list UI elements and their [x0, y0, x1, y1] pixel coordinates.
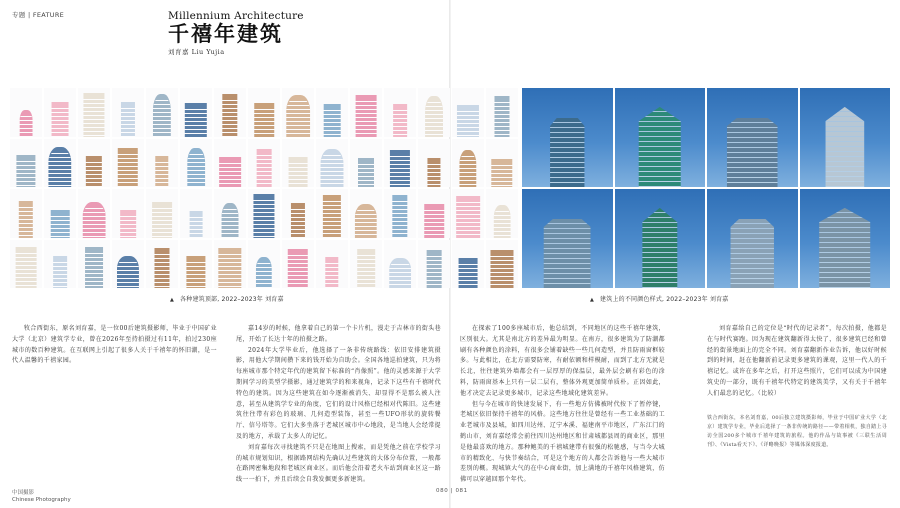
title-english: Millennium Architecture	[168, 10, 304, 22]
triangle-icon: ▲	[590, 297, 595, 303]
building-photo	[146, 139, 178, 188]
building-shape	[286, 95, 310, 137]
building-shape	[218, 248, 241, 288]
building-shape	[324, 104, 341, 137]
paragraph: 牧合西街东，原名刘育嘉，是一位00后建筑摄影师，毕业于中国矿业大学（北京）建筑学专业，曾在2026年至持拍摄过有11年，拍过230座城市的数百种建筑。在互联网上引起了很多人关于千禧年的怀旧潮，是一代人温馨的千禧家园。	[12, 325, 217, 365]
building-shape	[16, 155, 35, 187]
building-shape	[121, 102, 135, 136]
building-shape	[155, 156, 168, 187]
building-photo	[112, 189, 144, 238]
building-photo	[418, 139, 450, 188]
author-bio-note: 铁合西街东，本名刘育嘉，00后独立建筑摄影师，毕业于中国矿业大学（北京）建筑学专业，毕业后选择了一条非传统的路径——带着相机，独自踏上寻访全国200多个城市千禧年建筑的旅程。他的作品与故事被《三联生活周刊》、《Vista看天下》、《详略晚报》等媒体深度报道。	[707, 415, 887, 448]
building-photo	[112, 240, 144, 289]
building-shape	[427, 250, 442, 288]
paragraph: 2024年大学毕业后，他选择了一条非传统路线：依旧安排建筑摄影，用他大学期间攒下来的钱开始为自助会。全国各地巡拍建筑，只为将每座城市那个特定年代的建筑留下标准的“肖像照”。他的灵感来源于大学期间学习的美型学摄影，通过建筑学的和来视角，记录下这些有千禧时代特色的建筑。因为这些建筑在如今逐渐被消失、却显得不是那么被人注意，甚至从建筑学专业的角度，它们的设计风格已经相对代陈旧。这些建筑往往带有彩色的玻璃、几何造型装饰，甚至一些UFO形状的旋转餐厅、信号塔等。它们大多坐落于老城区城市中心地段，是当地人会经常提及的地方，承载了太多人的记忆。	[236, 346, 441, 440]
building-shape	[51, 210, 70, 238]
building-shape	[323, 195, 341, 238]
building-shape	[52, 102, 69, 137]
building-photo	[316, 240, 348, 289]
page-numbers: 080 | 081	[436, 488, 468, 494]
building-photo	[282, 240, 314, 289]
building-shape	[153, 94, 171, 137]
building-shape	[186, 256, 205, 288]
caption-left-text: 各种建筑顶部, 2022–2023年 刘育嘉	[180, 296, 284, 303]
magazine-name-zh: 中国摄影	[12, 490, 35, 496]
tower-photo	[615, 88, 706, 187]
paragraph: 刘育嘉每次寻找建筑不只是在地图上搜索，而是凭他之前在学校学习的城市规划知识，根据路网结构先确认过些建筑的大体分布位置，一般都在路网密集地段和老城区商业区。而后他会沿着老火车站到商业区这一路线一一拍下，并且后续会自我发掘更多新建筑。	[236, 443, 441, 484]
caption-right-text: 建筑上的不同颜色样式, 2022–2023年 刘育嘉	[600, 296, 729, 303]
building-photo	[452, 240, 484, 289]
tower-photo	[615, 189, 706, 288]
text-column-2	[236, 324, 441, 484]
tower-photo	[800, 189, 891, 288]
tower-shape	[638, 107, 681, 187]
tower-shape	[550, 118, 584, 187]
tower-photo	[707, 88, 798, 187]
building-shape	[424, 204, 444, 237]
building-photo	[316, 88, 348, 137]
building-photo	[452, 189, 484, 238]
byline: 刘育嘉 Liu Yujia	[168, 48, 225, 56]
building-photo	[248, 139, 280, 188]
building-photo	[180, 139, 212, 188]
building-photo	[10, 240, 42, 289]
building-photo	[282, 88, 314, 137]
tower-shape	[731, 219, 774, 288]
building-photo	[146, 189, 178, 238]
building-photo	[486, 240, 518, 289]
building-shape	[257, 149, 272, 187]
building-photo	[316, 139, 348, 188]
building-photo	[350, 189, 382, 238]
building-photo	[10, 189, 42, 238]
building-shape	[291, 203, 305, 237]
building-shape	[20, 110, 33, 137]
building-photo	[112, 88, 144, 137]
paragraph: 刘育嘉给自己的定位是“时代的记录者”，每次拍摄，他都是在与时代赛跑。因为现在建筑翻新得太快了，很多建筑已经和曾经的街景地面上的完全不同。刘育嘉翻新作业告诉，他以好时候到的时间，赶在他翻新前记录更多建筑的课观，这里一代人的千禧记忆。或许在多年之后，打开这些照片，它们可以成为中国建筑史的一部分，既有千禧年代特定的建筑美学，又有关于千禧年人们最忠的记忆。（比较）	[707, 325, 887, 397]
building-shape	[393, 104, 407, 136]
building-photo	[452, 139, 484, 188]
building-shape	[154, 248, 169, 288]
building-photo	[214, 240, 246, 289]
tower-shape	[825, 107, 864, 187]
building-shape	[425, 96, 443, 137]
triangle-icon: ▲	[170, 297, 175, 303]
paragraph: 嘉14岁的时候，他拿着自己的第一个卡片机，漫走于吉林市的街头巷尾，开始了长达十年的拍摄之路。	[236, 325, 441, 343]
building-photo	[248, 189, 280, 238]
building-photo	[214, 88, 246, 137]
building-shape	[219, 157, 241, 187]
building-shape	[357, 249, 375, 288]
building-shape	[16, 247, 37, 288]
section-tag: 专题 | FEATURE	[12, 11, 65, 19]
building-photo	[180, 189, 212, 238]
paragraph: 但与今在城市的快速发展下，有一些地方仿佛被时代按下了暂停键，老城区依旧保持千禧年的风格。这些地方往往是曾经有一些工业基础的工业老城市及县城，如四川达州、辽宁本溪、福建南平市地区，广东江门的鹤山市，刘育嘉经常会前往四川达州地区和甘肃城都县周的商业区，那里是他最喜欢的地方。那种鲍美的千禧城建带有很强的松驰感，与当今大城市的精致化、与快节奏结合，可是这个地方的人都会告诉他与一些大城市差别的概。现城镇大气的在中心商业街，加上满地的千禧年风格建筑，仿佛可以穿越回那个年代。	[460, 400, 665, 484]
building-photo	[146, 88, 178, 137]
building-photo	[350, 240, 382, 289]
text-column-1	[12, 324, 217, 484]
building-shape	[86, 156, 102, 187]
building-photo	[248, 240, 280, 289]
building-photo	[418, 189, 450, 238]
paragraph: 在探索了100多座城市后，他总结到，不同地区的这些千禧年建筑，区别很大。尤其是南北方的差异最为明显。在南方，很多建筑为了防潮都刷有各种颜色的涂料，有很多会铺着缺些一些几何造型，并且防雨窗框较多。与此相比，在北方需要防寒，有耐依额和样模耐，而到了北方无就是长北，往往建筑外墙都会有一层厚厚的保温层，最外层会刷有彩色的涂料，防雨窗基本上只有一层二层有，整体外观更加简单质朴。正因如此，他才决定去记录更多城市，记录这些地域化建筑差异。	[460, 325, 665, 397]
building-photo	[44, 139, 76, 188]
tower-shape	[642, 208, 677, 288]
building-photo	[78, 139, 110, 188]
building-shape	[494, 96, 509, 136]
building-photo	[180, 240, 212, 289]
building-photo	[78, 189, 110, 238]
tower-photo	[800, 88, 891, 187]
building-photo	[384, 189, 416, 238]
magazine-name	[12, 490, 71, 504]
building-shape	[253, 194, 274, 237]
building-photo	[146, 240, 178, 289]
building-photo	[10, 88, 42, 137]
building-shape	[289, 157, 308, 187]
building-photo	[44, 88, 76, 137]
building-photo	[384, 88, 416, 137]
caption-left	[170, 294, 284, 303]
tower-shape	[727, 118, 778, 187]
building-photo	[486, 88, 518, 137]
building-photo	[418, 88, 450, 137]
building-shape	[389, 258, 411, 288]
building-shape	[120, 210, 136, 237]
building-shape	[325, 257, 338, 288]
building-photo	[418, 240, 450, 289]
tower-photo	[522, 189, 613, 288]
building-shape	[392, 195, 407, 237]
building-photo	[214, 139, 246, 188]
building-shape	[459, 258, 478, 288]
building-photo	[10, 139, 42, 188]
building-photo	[282, 189, 314, 238]
title-chinese: 千禧年建筑	[168, 21, 283, 46]
article-title-block	[168, 10, 308, 56]
caption-right	[590, 294, 729, 303]
building-shape	[494, 205, 511, 238]
building-shape	[356, 95, 377, 136]
building-shape	[83, 93, 104, 136]
building-shape	[491, 159, 512, 187]
text-column-4	[707, 324, 887, 408]
building-shape	[185, 103, 207, 137]
building-shape	[222, 203, 239, 238]
building-photo	[214, 189, 246, 238]
building-shape	[187, 148, 205, 187]
building-shape	[19, 201, 33, 237]
building-colors-photo-grid	[522, 88, 890, 288]
building-photo	[350, 88, 382, 137]
building-shape	[190, 211, 203, 238]
building-shape	[48, 147, 71, 187]
building-photo	[350, 139, 382, 188]
tower-photo	[707, 189, 798, 288]
building-tops-photo-grid	[10, 88, 518, 288]
building-photo	[452, 88, 484, 137]
tower-shape	[819, 208, 871, 288]
tower-shape	[544, 219, 591, 288]
text-column-3	[460, 324, 665, 484]
building-shape	[83, 202, 106, 238]
building-shape	[53, 256, 67, 288]
building-photo	[486, 189, 518, 238]
building-photo	[384, 240, 416, 289]
building-shape	[222, 94, 237, 136]
building-shape	[152, 202, 172, 237]
building-shape	[118, 148, 138, 187]
building-photo	[180, 88, 212, 137]
building-shape	[256, 257, 272, 288]
building-shape	[320, 149, 343, 187]
building-shape	[288, 249, 308, 288]
magazine-name-en: Chinese Photography	[12, 497, 71, 503]
building-photo	[248, 88, 280, 137]
building-photo	[384, 139, 416, 188]
building-shape	[456, 196, 480, 238]
building-photo	[44, 189, 76, 238]
building-photo	[78, 88, 110, 137]
building-shape	[490, 250, 513, 288]
building-photo	[112, 139, 144, 188]
building-photo	[282, 139, 314, 188]
building-shape	[427, 158, 440, 187]
building-shape	[457, 105, 479, 137]
building-shape	[459, 150, 476, 187]
building-photo	[78, 240, 110, 289]
building-shape	[358, 158, 374, 187]
building-photo	[44, 240, 76, 289]
tower-photo	[522, 88, 613, 187]
building-shape	[85, 247, 103, 288]
building-shape	[254, 103, 274, 136]
building-shape	[390, 150, 410, 187]
building-shape	[117, 256, 139, 288]
building-shape	[355, 204, 377, 238]
building-photo	[486, 139, 518, 188]
building-photo	[316, 189, 348, 238]
